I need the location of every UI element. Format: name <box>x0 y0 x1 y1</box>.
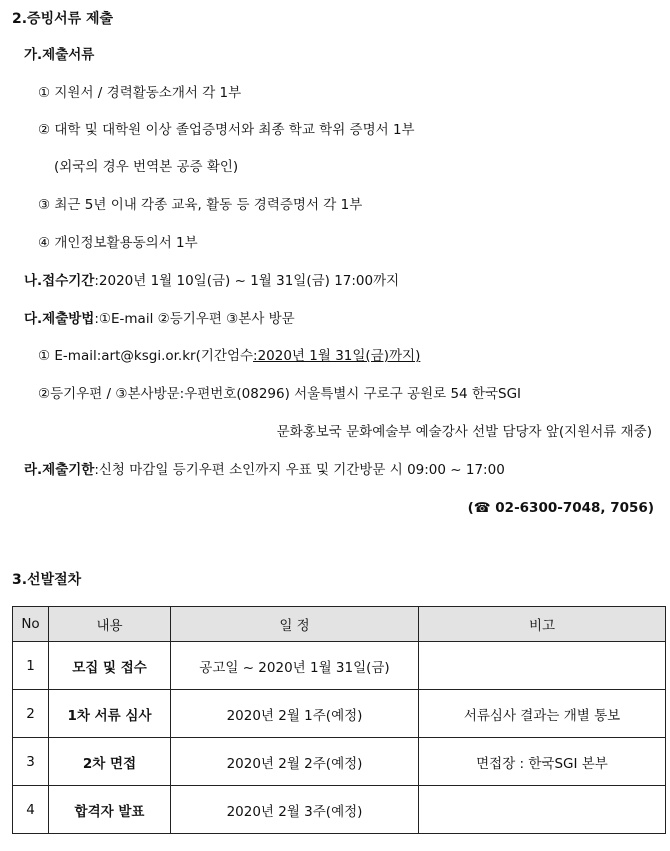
email-mid: (기간엄수 <box>195 348 254 364</box>
ga-item-4: ④ 개인정보활용동의서 1부 <box>38 235 198 251</box>
header-no: No <box>13 607 49 642</box>
row-note: 서류심사 결과는 개별 통보 <box>419 690 666 738</box>
ga-item-1: ① 지원서 / 경력활동소개서 각 1부 <box>38 85 242 101</box>
ra-row <box>24 461 505 479</box>
row-note <box>419 642 666 690</box>
email-prefix: ① E-mail: <box>38 348 102 364</box>
ga-item-2-note: (외국의 경우 번역본 공증 확인) <box>54 159 239 175</box>
row-no: 3 <box>13 738 49 786</box>
table-header-row <box>13 607 666 642</box>
header-schedule: 일 정 <box>171 607 419 642</box>
row-content: 모집 및 접수 <box>49 642 171 690</box>
na-label: 나.접수기간 <box>24 273 95 289</box>
da-value: :①E-mail ②등기우편 ③본사 방문 <box>94 311 295 327</box>
post-line-2: 문화홍보국 문화예술부 예술강사 선발 담당자 앞(지원서류 재중) <box>276 424 652 440</box>
row-schedule: 공고일 ~ 2020년 1월 31일(금) <box>171 642 419 690</box>
selection-table <box>12 606 666 834</box>
email-row <box>38 347 420 365</box>
row-content: 2차 면접 <box>49 738 171 786</box>
row-no: 4 <box>13 786 49 834</box>
ga-item-3: ③ 최근 5년 이내 각종 교육, 활동 등 경력증명서 각 1부 <box>38 197 363 213</box>
row-schedule: 2020년 2월 3주(예정) <box>171 786 419 834</box>
ga-item-2: ② 대학 및 대학원 이상 졸업증명서와 최종 학교 학위 증명서 1부 <box>38 122 415 138</box>
na-value: :2020년 1월 10일(금) ~ 1월 31일(금) 17:00까지 <box>94 273 400 289</box>
table-row <box>13 786 666 834</box>
section-3-title: 3.선발절차 <box>12 572 82 588</box>
ra-value: :신청 마감일 등기우편 소인까지 우표 및 기간방문 시 09:00 ~ 17:00 <box>94 462 505 478</box>
na-row <box>24 272 399 290</box>
da-label: 다.제출방법 <box>24 311 95 327</box>
section-2-title: 2.증빙서류 제출 <box>12 11 114 27</box>
contact-phone: (☎ 02-6300-7048, 7056) <box>467 500 654 516</box>
row-note: 면접장 : 한국SGI 본부 <box>419 738 666 786</box>
header-note: 비고 <box>419 607 666 642</box>
table-row <box>13 738 666 786</box>
ga-heading: 가.제출서류 <box>24 47 95 63</box>
row-content: 합격자 발표 <box>49 786 171 834</box>
row-no: 1 <box>13 642 49 690</box>
ra-label: 라.제출기한 <box>24 462 95 478</box>
row-schedule: 2020년 2월 1주(예정) <box>171 690 419 738</box>
table-row <box>13 642 666 690</box>
row-no: 2 <box>13 690 49 738</box>
row-note <box>419 786 666 834</box>
row-schedule: 2020년 2월 2주(예정) <box>171 738 419 786</box>
da-row <box>24 310 295 328</box>
table-row <box>13 690 666 738</box>
header-content: 내용 <box>49 607 171 642</box>
email-deadline: :2020년 1월 31일(금)까지) <box>253 348 421 364</box>
email-link[interactable]: art@ksgi.or.kr <box>101 348 196 364</box>
row-content: 1차 서류 심사 <box>49 690 171 738</box>
post-line-1: ②등기우편 / ③본사방문:우편번호(08296) 서울특별시 구로구 공원로 54 한국SGI <box>38 386 522 402</box>
